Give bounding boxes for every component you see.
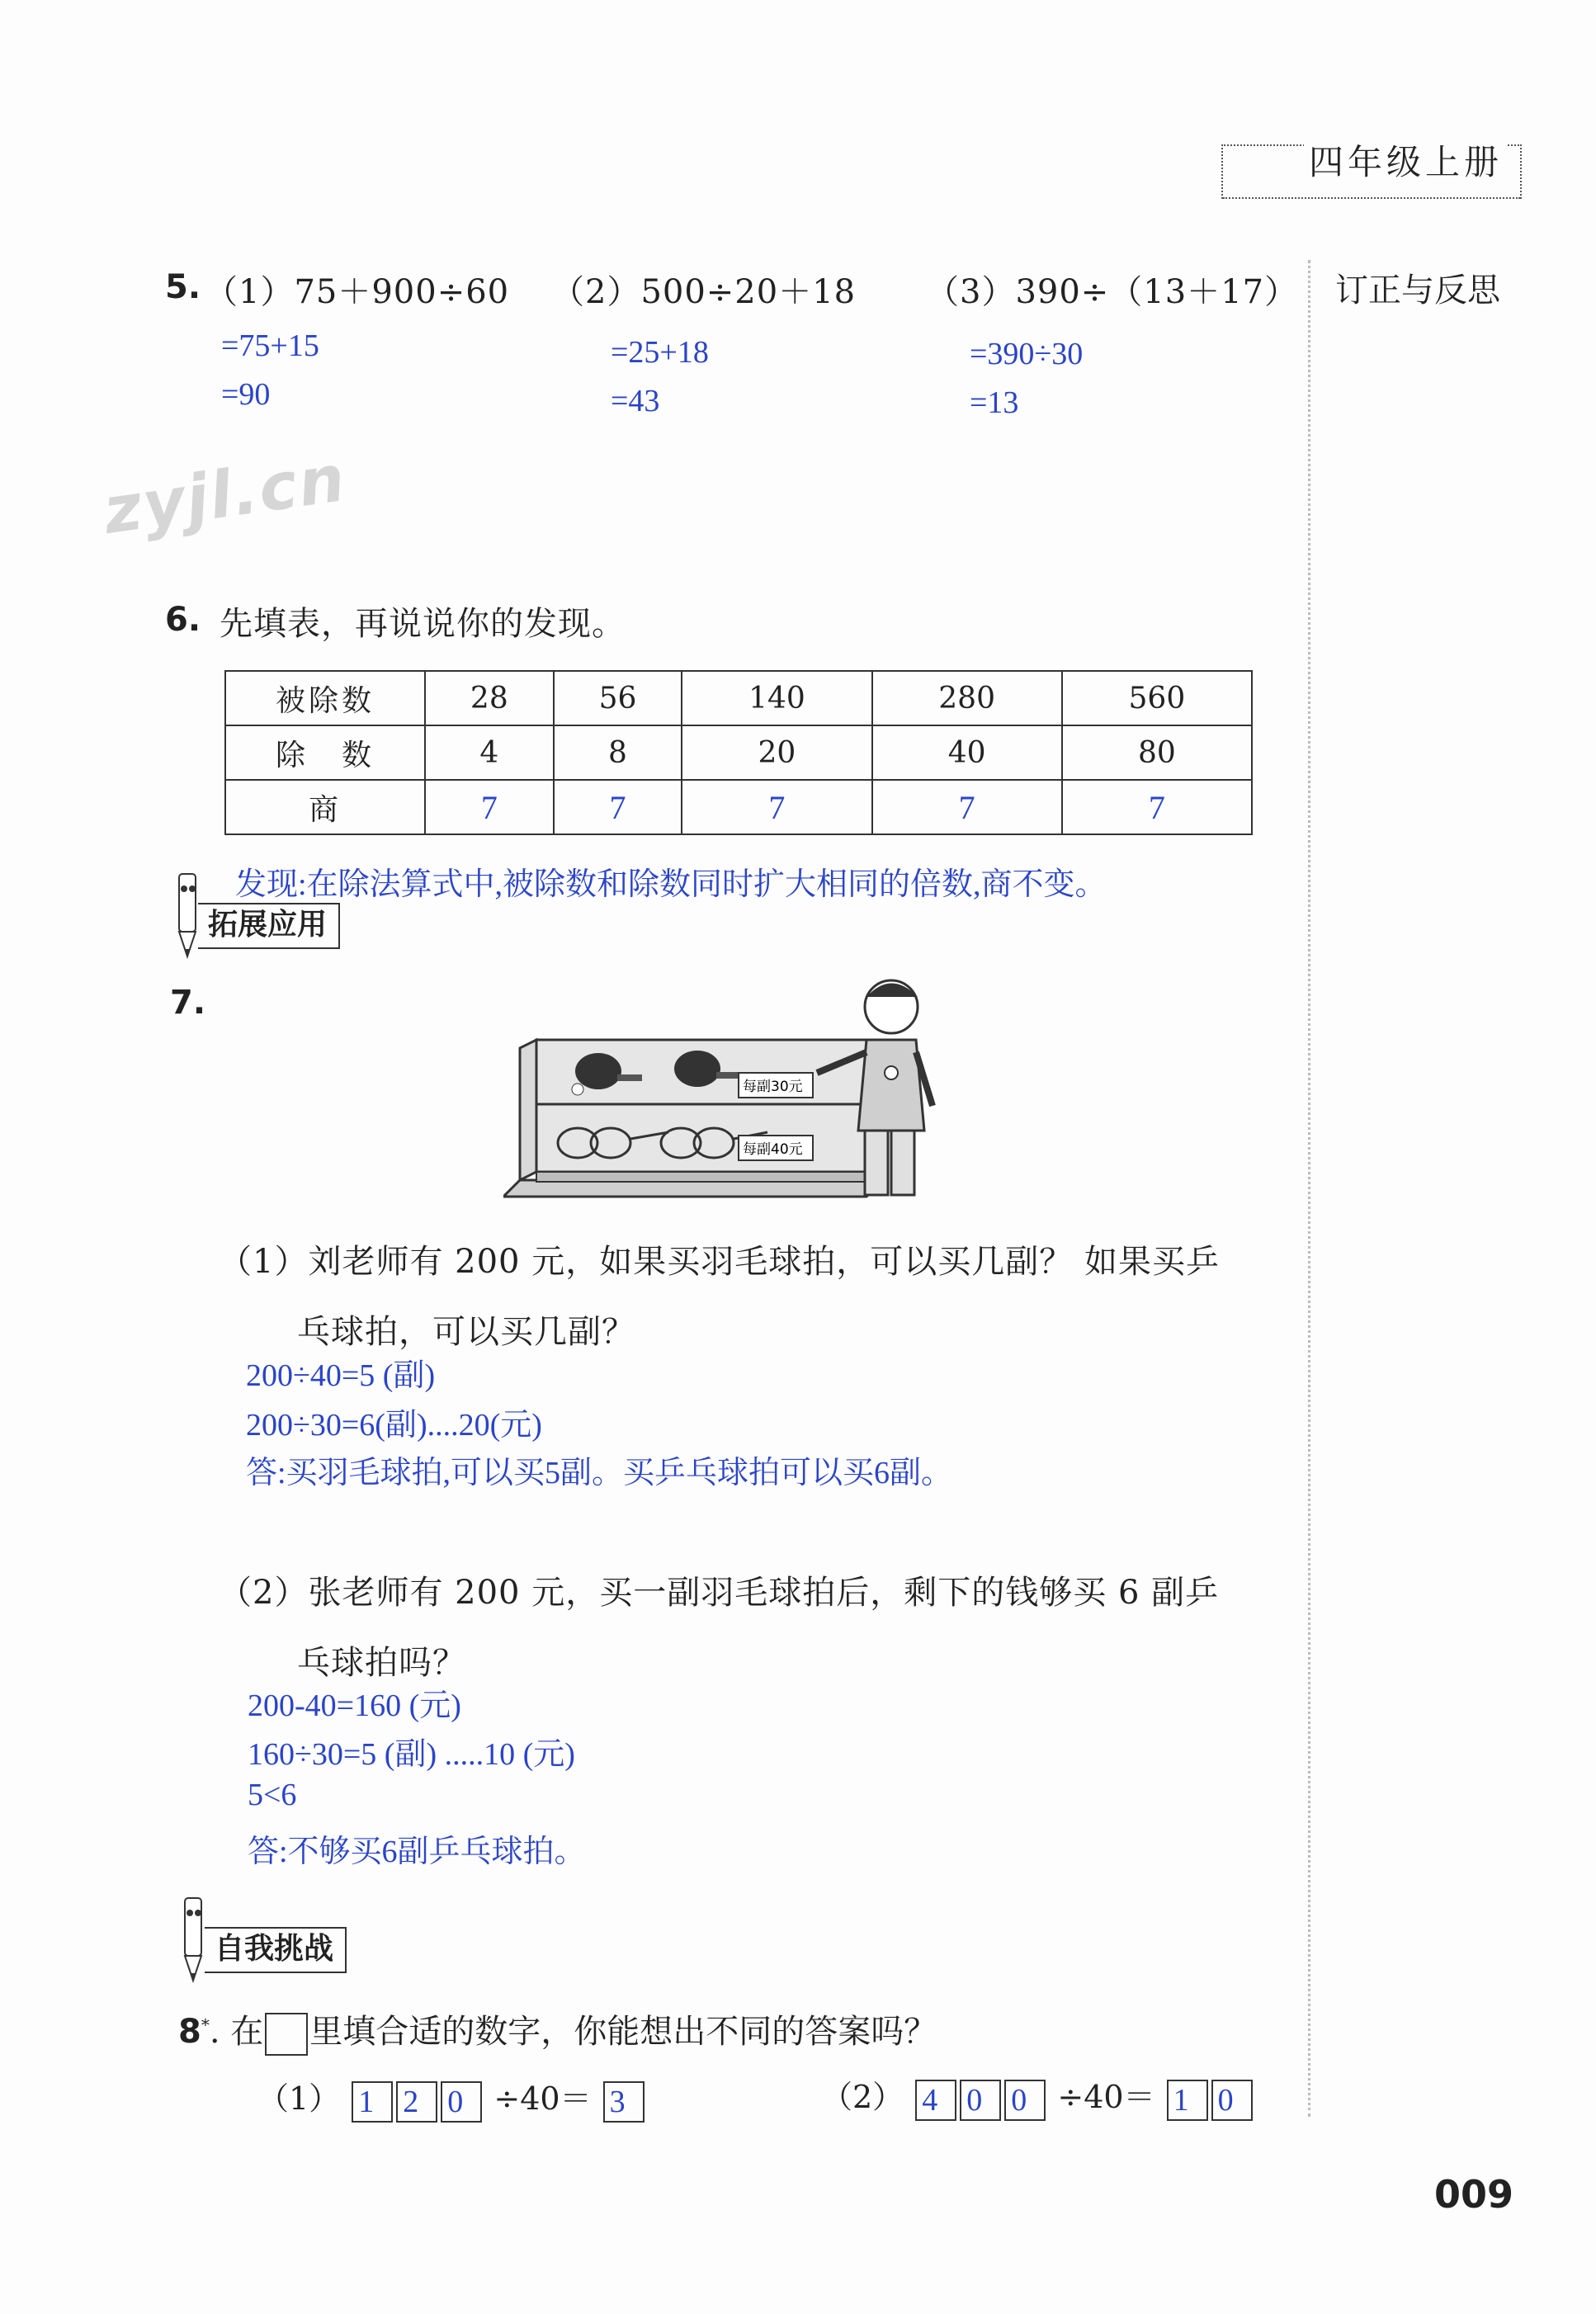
division-table — [224, 670, 1253, 835]
digit-box[interactable]: 1 — [352, 2081, 393, 2123]
digit-box[interactable]: 0 — [1211, 2080, 1253, 2121]
q7-part2-answer2: 160÷30=5 (副) .....10 (元) — [248, 1737, 575, 1772]
q7-number: 7. — [170, 984, 206, 1022]
price-sign-badminton: 每副40元 — [743, 1141, 803, 1158]
section-extended-application: 拓展应用 — [198, 903, 340, 949]
q5-item1: （1）75＋900÷60 — [205, 273, 510, 311]
q5-item1-step1: =75+15 — [221, 328, 319, 363]
q8-number: 8 — [178, 2013, 201, 2051]
table-cell: 560 — [1062, 671, 1252, 725]
q5-item2: （2）500÷20＋18 — [551, 273, 857, 311]
table-cell: 4 — [425, 725, 554, 780]
answer-cell: 7 — [1062, 780, 1252, 834]
answer-cell: 7 — [554, 780, 682, 834]
q7-part1-answer3: 答:买羽毛球拍,可以买5副。买乒乓球拍可以买6副。 — [246, 1456, 953, 1490]
digit-box[interactable]: 0 — [441, 2081, 482, 2123]
digit-box[interactable]: 3 — [603, 2081, 645, 2123]
q7-part1-line2: 乓球拍，可以买几副？ — [297, 1313, 635, 1351]
table-cell: 28 — [425, 671, 554, 725]
q7-part2-answer4: 答:不够买6副乒乓球拍。 — [248, 1835, 586, 1869]
q8-text-after: 里填合适的数字，你能想出不同的答案吗？ — [309, 2013, 937, 2051]
q5-item3: （3）390÷（13＋17） — [926, 273, 1299, 311]
margin-divider — [1308, 260, 1310, 2117]
table-row — [225, 725, 1252, 780]
digit-box[interactable]: 0 — [1004, 2080, 1046, 2121]
table-cell: 80 — [1062, 725, 1252, 780]
challenge-star: * — [201, 2014, 210, 2035]
q5-item3-step2: =13 — [970, 385, 1019, 420]
q7-part2-line1: （2）张老师有 200 元，买一副羽毛球拍后，剩下的钱够买 6 副乒 — [219, 1574, 1220, 1612]
table-cell: 20 — [682, 725, 871, 780]
q6-text: 先填表，再说说你的发现。 — [220, 605, 626, 643]
table-cell: 40 — [872, 725, 1062, 780]
q5-item3-step1: =390÷30 — [970, 337, 1084, 371]
q8-question — [178, 2005, 937, 2056]
section-self-challenge: 自我挑战 — [205, 1927, 347, 1973]
q5-item1-step2: =90 — [221, 377, 271, 412]
answer-cell: 7 — [682, 780, 871, 834]
q7-part2-answer3: 5<6 — [248, 1778, 297, 1812]
q5-item2-step2: =43 — [611, 384, 660, 418]
page-number: 009 — [1434, 2172, 1514, 2217]
table-cell: 8 — [554, 725, 682, 780]
q8-part1 — [257, 2073, 646, 2123]
answer-cell: 7 — [872, 780, 1062, 834]
q8-part1-operator: ÷40＝ — [493, 2080, 592, 2117]
digit-box[interactable]: 1 — [1167, 2080, 1208, 2121]
table-row — [225, 671, 1252, 725]
q7-part1-line1: （1）刘老师有 200 元，如果买羽毛球拍，可以买几副？ 如果买乒 — [219, 1243, 1220, 1281]
row-header: 被除数 — [225, 671, 425, 725]
row-header: 商 — [225, 780, 425, 834]
q5-number: 5. — [165, 268, 201, 306]
table-cell: 56 — [554, 671, 682, 725]
table-cell: 280 — [872, 671, 1062, 725]
q7-part1-answer1: 200÷40=5 (副) — [246, 1358, 436, 1393]
q8-text-before: . 在 — [209, 2013, 264, 2051]
row-header: 除 数 — [225, 725, 425, 780]
q7-part1-answer2: 200÷30=6(副)....20(元) — [246, 1408, 542, 1443]
margin-title: 订正与反思 — [1335, 272, 1500, 309]
q6-number: 6. — [165, 601, 201, 639]
q7-part2-answer1: 200-40=160 (元) — [248, 1688, 461, 1723]
q8-part2 — [821, 2071, 1254, 2121]
grade-title: 四年级上册 — [1304, 135, 1508, 185]
table-cell: 140 — [682, 671, 871, 725]
price-sign-table-tennis: 每副30元 — [743, 1079, 803, 1095]
blank-box-sample — [265, 2013, 308, 2056]
q7-part2-line2: 乓球拍吗？ — [297, 1644, 466, 1682]
q8-part2-label: （2） — [821, 2079, 904, 2115]
table-row — [225, 780, 1252, 834]
watermark: zyjl.cn — [99, 441, 351, 550]
racket-display-illustration — [503, 974, 957, 1205]
q5-item2-step1: =25+18 — [611, 335, 709, 370]
q8-part1-label: （1） — [257, 2080, 341, 2117]
q6-discovery: 发现:在除法算式中,被除数和除数同时扩大相同的倍数,商不变。 — [235, 867, 1107, 902]
q8-part2-operator: ÷40＝ — [1057, 2079, 1155, 2115]
digit-box[interactable]: 0 — [960, 2080, 1001, 2121]
answer-cell: 7 — [425, 780, 554, 834]
digit-box[interactable]: 4 — [915, 2080, 956, 2121]
digit-box[interactable]: 2 — [396, 2081, 437, 2123]
